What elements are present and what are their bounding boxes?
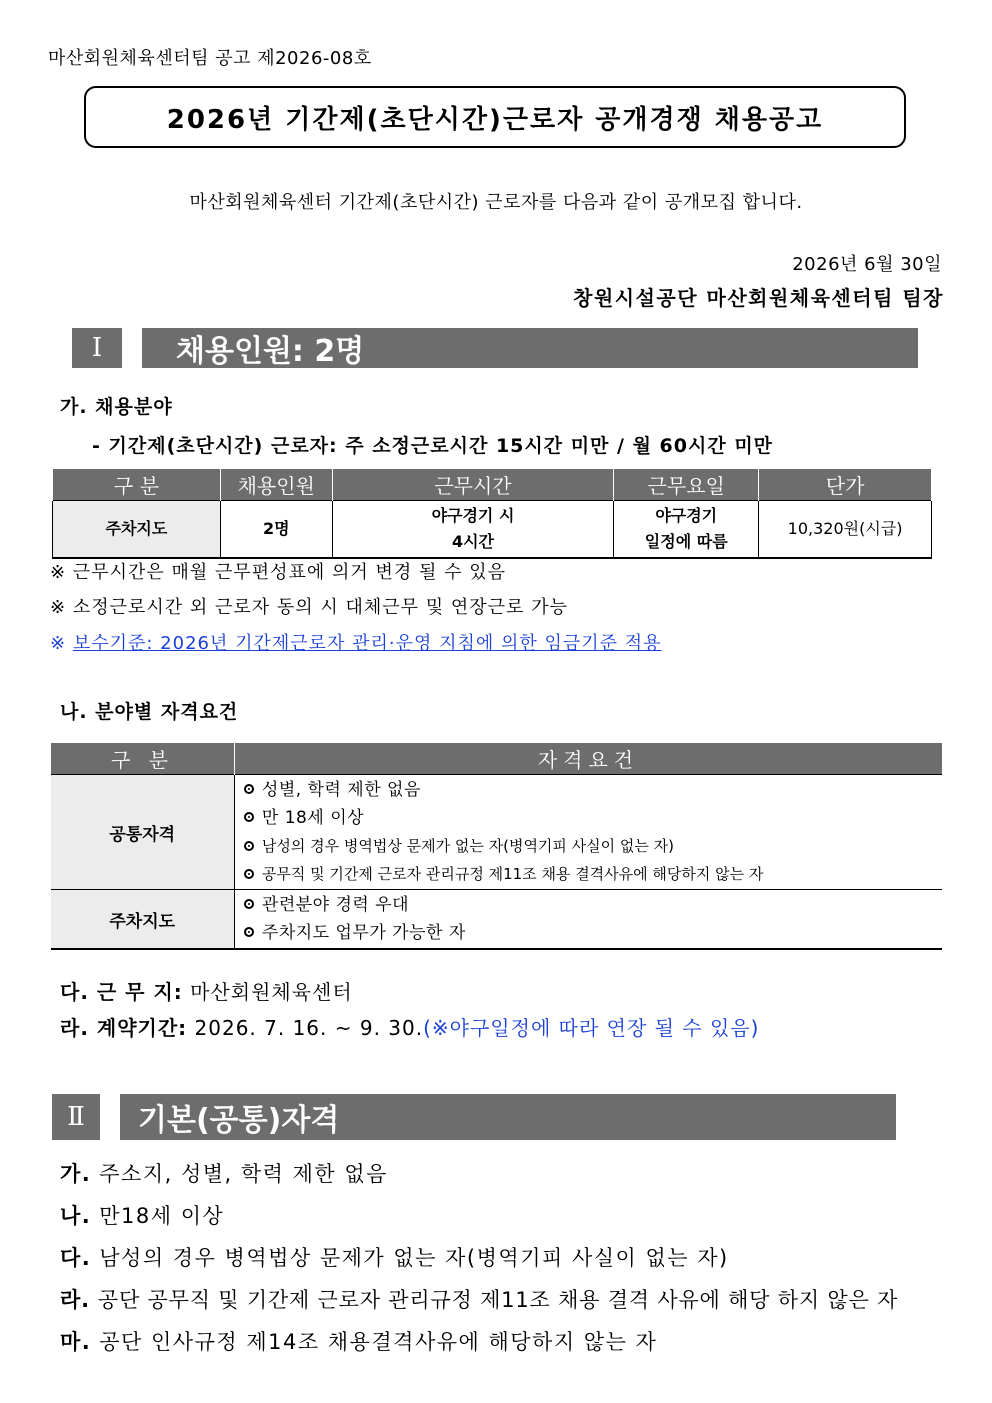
list-item: 만 18세 이상: [244, 804, 941, 832]
cell-days-line2: 일정에 따름: [644, 532, 728, 551]
subheading-a: 가. 채용분야: [60, 396, 173, 418]
section-2-title: 기본(공통)자격: [120, 1094, 896, 1140]
basic-item-5: 마. 공단 인사규정 제14조 채용결격사유에 해당하지 않는 자: [60, 1330, 658, 1354]
row-label-common: 공통자격: [51, 775, 235, 890]
contract-note: (※야구일정에 따라 연장 될 수 있음): [423, 1016, 760, 1040]
basic-item-2: 나. 만18세 이상: [60, 1204, 225, 1228]
recruitment-table: [52, 469, 932, 559]
bullet-icon: [244, 841, 254, 851]
cell-days-line1: 야구경기: [655, 506, 718, 525]
list-item: 주차지도 업무가 가능한 자: [244, 919, 941, 947]
col-header-days: 근무요일: [614, 469, 759, 501]
list-item: 성별, 학력 제한 없음: [244, 776, 941, 804]
cell-days: [614, 501, 759, 559]
notice-number: 마산회원체육센터팀 공고 제2026-08호: [48, 48, 372, 69]
contract-period: [60, 1012, 759, 1041]
bullet-icon: [244, 899, 254, 909]
contract-label: 라. 계약기간:: [60, 1016, 188, 1040]
workplace: [60, 976, 353, 1005]
note-2: ※ 소정근로시간 외 근로자 동의 시 대체근무 및 연장근로 가능: [50, 597, 568, 618]
cell-wage: 10,320원(시급): [759, 501, 932, 559]
qualification-table: [50, 743, 942, 950]
section-1-number: Ⅰ: [72, 328, 122, 368]
cell-hours-line1: 야구경기 시: [431, 506, 515, 525]
cell-count: 2명: [220, 501, 332, 559]
requirement-list: [234, 775, 942, 890]
contract-value: 2026. 7. 16. ~ 9. 30.: [194, 1016, 424, 1040]
table-row: [51, 775, 943, 890]
document-title: 2026년 기간제(초단시간)근로자 공개경쟁 채용공고: [84, 86, 906, 148]
cell-hours-line2: 4시간: [451, 532, 495, 551]
section-1-title: 채용인원: 2명: [142, 328, 918, 368]
note-1: ※ 근무시간은 매월 근무편성표에 의거 변경 될 수 있음: [50, 562, 507, 583]
intro-text: 마산회원체육센터 기간제(초단시간) 근로자를 다음과 같이 공개모집 합니다.: [189, 192, 803, 213]
bullet-icon: [244, 812, 254, 822]
list-item: 관련분야 경력 우대: [244, 891, 941, 919]
note-pay-standard: [50, 629, 662, 655]
subheading-b: 나. 분야별 자격요건: [60, 701, 239, 723]
table-row: [51, 890, 943, 950]
workplace-label: 다. 근 무 지:: [60, 980, 183, 1004]
col-header-requirements: 자격요건: [234, 743, 942, 775]
bullet-icon: [244, 869, 254, 879]
requirement-list: [234, 890, 942, 950]
col-header-wage: 단가: [759, 469, 932, 501]
table-row: [53, 501, 932, 559]
cell-category: 주차지도: [53, 501, 221, 559]
cell-hours: [332, 501, 614, 559]
note-mark: ※: [50, 633, 67, 654]
col-header-category: 구 분: [51, 743, 235, 775]
col-header-count: 채용인원: [220, 469, 332, 501]
row-label-parking: 주차지도: [51, 890, 235, 950]
note-pay-text: 보수기준: 2026년 기간제근로자 관리·운영 지침에 의한 임금기준 적용: [72, 633, 662, 654]
col-header-category: 구 분: [53, 469, 221, 501]
basic-item-4: 라. 공단 공무직 및 기간제 근로자 관리규정 제11조 채용 결격 사유에 해당 하지 않은 자: [60, 1288, 899, 1312]
notice-date: 2026년 6월 30일: [792, 254, 942, 275]
col-header-hours: 근무시간: [332, 469, 614, 501]
basic-item-3: 다. 남성의 경우 병역법상 문제가 없는 자(병역기피 사실이 없는 자): [60, 1246, 729, 1270]
issuer: 창원시설공단 마산회원체육센터팀 팀장: [573, 286, 944, 310]
list-item: 남성의 경우 병역법상 문제가 없는 자(병역기피 사실이 없는 자): [244, 832, 941, 860]
list-item: 공무직 및 기간제 근로자 관리규정 제11조 채용 결격사유에 해당하지 않는 자: [244, 860, 941, 888]
bullet-icon: [244, 784, 254, 794]
bullet-icon: [244, 927, 254, 937]
workplace-value: 마산회원체육센터: [190, 980, 353, 1004]
basic-item-1: 가. 주소지, 성별, 학력 제한 없음: [60, 1162, 388, 1186]
employment-type: - 기간제(초단시간) 근로자: 주 소정근로시간 15시간 미만 / 월 60시간 미만: [92, 435, 774, 457]
section-2-number: Ⅱ: [52, 1094, 100, 1140]
